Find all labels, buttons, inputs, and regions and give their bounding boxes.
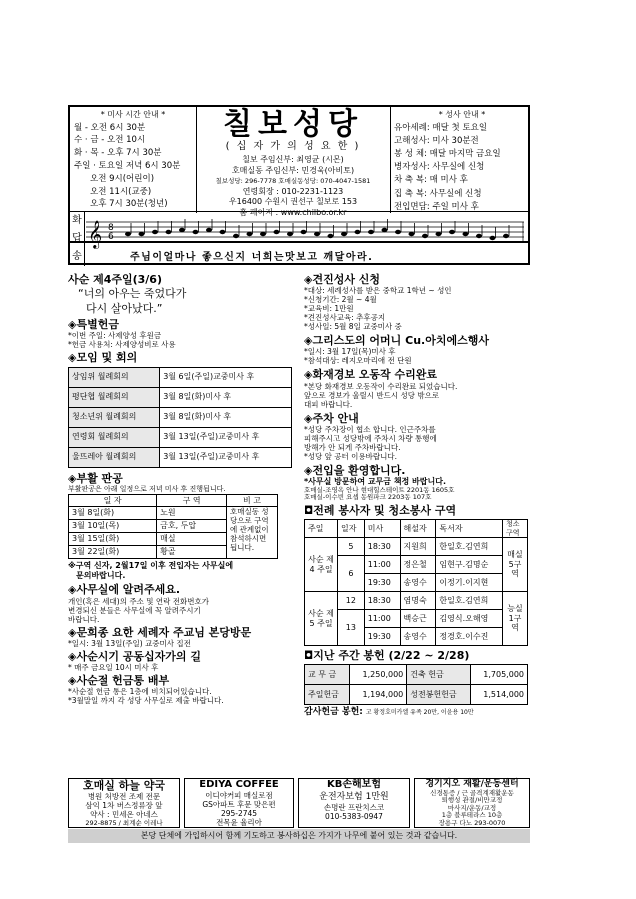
note-head <box>436 232 442 236</box>
note-head <box>233 234 239 238</box>
servers-table: 주일 일자 미사 해설자 독서자 청소구역 사순 제4 주일 5 18:30 지원희 한일호.김연희 매실 5구역 6 11:00 정은철 임현구.김명순 19:30 송영수 이정기.이지현 사순 제5 주일 12 18:30 염명숙 한일호.김연희 능실 1구역 13 11:00 백승근 김영식.오해영 19:30 송영수 정경호.이수진 <box>304 519 528 646</box>
fire-alarm-line: 앞으로 경보가 울릴시 반드시 성당 밖으로 <box>304 390 440 400</box>
note-head <box>125 232 131 236</box>
stations-line: * 매주 금요일 10시 미사 후 <box>68 662 159 672</box>
mass-line: 오전 11시(교중) <box>90 186 152 197</box>
parking-line: *성당 앞 공터 이용바랍니다. <box>304 451 397 461</box>
note-head <box>449 230 455 234</box>
table-row: 울뜨레아 월례회의 3월 13일(주일)교중미사 후 <box>69 447 292 467</box>
thanks-label: 감사헌금 봉헌: <box>304 707 363 718</box>
note-head <box>139 232 145 236</box>
note-head <box>463 232 469 236</box>
mass-line: 수 · 금 - 오전 10시 <box>74 135 146 146</box>
thanks-detail: 고 황정호미카엘 유족 20만, 이윤용 10만 <box>365 709 474 717</box>
parking-line: 방해가 안 되게 주차바랍니다. <box>304 442 401 452</box>
meetings-title: ◈모임 및 회의 <box>68 351 138 365</box>
ad-rehab: 경기지오 재활/운동센터 신경통증 / 근 골격계재활운동 퇴행성 관절/비만교정 마사지/운동/교정 1층 블루테라스 10층 장용구 다노 293-0070 <box>414 778 530 828</box>
easter-confession-title: ◈부활 판공 <box>68 471 123 485</box>
masthead-line: 연령회장 : 010-2231-1123 <box>242 186 344 196</box>
table-row: 상임위 월례회의 3월 6일(주일)교중미사 후 <box>69 367 292 387</box>
acies-title: ◈그리스도의 어머니 Cu.아치에스행사 <box>304 334 489 348</box>
sacrament-info <box>390 107 533 213</box>
fire-alarm-line: 대피 바랍니다. <box>304 399 353 409</box>
sacrament-line: 집 축 복: 사무실에 신청 <box>394 188 482 199</box>
confirmation-title: ◈견진성사 신청 <box>304 273 381 286</box>
sacrament-line: 고해성사: 미사 30분전 <box>394 135 479 146</box>
table-row: 사순 제5 주일 12 18:30 염명숙 한일호.김연희 능실 1구역 <box>305 592 528 610</box>
table-row: 사순 제4 주일 5 18:30 지원희 한일호.김연희 매실 5구역 <box>305 538 528 556</box>
sacrament-line: 병자성사: 사무실에 신청 <box>394 162 485 173</box>
svg-text:8: 8 <box>108 223 114 233</box>
office-line: 바랍니다. <box>68 614 100 624</box>
page-subtitle: ( 십 자 가 의 성 요 한 ) <box>225 141 361 152</box>
table-row: 교 무 금 1,250,000 건축 헌금 1,705,000 <box>305 665 528 685</box>
servers-title: ◘전례 봉사자 및 청소봉사 구역 <box>304 504 457 518</box>
office-title: ◈사무실에 알려주세요. <box>68 583 181 597</box>
table-row: 주일헌금 1,194,000 성전봉헌헌금 1,514,000 <box>305 685 528 705</box>
note-head <box>476 234 482 238</box>
note-head <box>152 230 158 234</box>
fire-alarm-line: *본당 화재경보 오동작이 수리완료 되었습니다. <box>304 381 458 391</box>
special-offering-title: ◈특별헌금 <box>68 318 119 332</box>
table-row: 19:30 송영수 이정기.이지현 <box>305 574 528 592</box>
confirmation-line: *교육비: 1만원 <box>304 304 354 314</box>
verse-line: 다시 살아났다.” <box>86 302 163 316</box>
music-staff <box>86 214 526 250</box>
confirmation-line: *견진성사교육: 추후공지 <box>304 313 386 323</box>
bishop-visit-title: ◈문희종 요한 세례자 주교님 본당방문 <box>68 625 252 639</box>
parking-line: 피해주시고 성당밖에 주차시 차량 통행에 <box>304 433 437 443</box>
acies-line: *일시: 3월 17일(목)미사 후 <box>304 347 396 357</box>
welcome-title: ◈전입을 환영합니다. <box>304 463 406 477</box>
masthead-line: 호매실동 주임신부: 민경욱(아비토) <box>231 165 355 175</box>
lent-box-line: *사순절 헌금 통은 1층에 비치되어있습니다. <box>68 687 212 697</box>
mass-line: 주일 · 토요일 저녁 6시 30분 <box>74 160 181 171</box>
masthead-line: 칠보성당: 296-7778 호매실동성당: 070-4047-1581 <box>215 177 371 186</box>
note-head <box>260 232 266 236</box>
masthead-line: 우16400 수원시 권선구 칠보로 153 <box>228 197 358 207</box>
mass-line: 화 · 목 - 오후 7시 30분 <box>74 148 162 159</box>
ads-strip <box>68 778 530 828</box>
bishop-visit-line: *일시: 3월 13일(주일) 교중미사 집전 <box>68 638 191 648</box>
easter-table: 일 자 구 역 비 고 3월 8일(화) 노원 호매실동 성당으로 구역에 관계없이 참석하시면 됩니다. 3월 10일(목) 금호, 두압 3월 15일(화) 매실 3월 22일(화) 황골 <box>68 494 278 559</box>
masthead <box>196 107 390 217</box>
note-head <box>274 230 280 234</box>
welcome-sub: 호매실-조영옥 안나 현대힐스테이트 2201동 1605호 <box>304 485 455 494</box>
note-head <box>395 230 401 234</box>
note-head <box>220 230 226 234</box>
table-row: 연령회 월례회의 3월 13일(주일)교중미사 후 <box>69 427 292 447</box>
footer-banner: 본당 단체에 가입하시어 함께 기도하고 봉사하십은 가지가 나무에 붙어 있는 것과 같습니다. <box>68 829 530 843</box>
sacrament-caption: * 성사 안내 * <box>438 110 486 119</box>
table-row: 3월 10일(목) 금호, 두압 <box>69 520 278 533</box>
note-head <box>409 232 415 236</box>
mass-line: 오후 7시 30분(청년) <box>90 199 168 210</box>
note-head <box>314 232 320 236</box>
acies-line: *참석대상: 레지오마리애 전 단원 <box>304 356 412 366</box>
page-title: 칠보성당 <box>223 107 363 142</box>
table-row: 3월 15일(화) 매실 <box>69 533 278 546</box>
move-note: 문의바랍니다. <box>76 570 126 580</box>
note-head <box>422 234 428 238</box>
ad-coffee: EDIYA COFFEE 이디야커피 매실로점 GS아파트 후문 맞은편 295-2745 전목윤 율리아 <box>184 778 294 828</box>
mass-caption: * 미사 시간 안내 * <box>100 110 166 119</box>
homepage-link[interactable]: 홈 페이지 : www.chilbo.or.kr <box>239 207 347 217</box>
lent-box-line: *3월말일 까지 각 성당 사무실로 제출 바랍니다. <box>68 696 224 706</box>
note-head <box>382 228 388 232</box>
table-row: 3월 22일(화) 황골 <box>69 546 278 559</box>
sacrament-line: 전입면담: 주일 미사 후 <box>394 201 479 212</box>
note-head <box>301 230 307 234</box>
note-head <box>247 232 253 236</box>
note-head <box>287 232 293 236</box>
office-line: 개인(혹은 세대)의 주소 및 연락 전화번호가 <box>68 596 209 606</box>
welcome-sub: 호매실-이수빈 요셉 동원파크 2203동 107호 <box>304 493 432 502</box>
special-line: *이번 주일: 사제양성 후원금 <box>68 331 162 341</box>
office-line: 변경되신 분들은 사무실에 꼭 알려주시기 <box>68 605 201 615</box>
confirmation-line: *성사일: 5월 8일 교중미사 중 <box>304 322 402 332</box>
mass-line: 월 - 오전 6시 30분 <box>74 122 146 133</box>
note-head <box>490 236 496 240</box>
note-head <box>328 234 334 238</box>
special-line: *헌금 사용처: 사제양성비로 사용 <box>68 340 176 350</box>
table-row: 평단협 월례회의 3월 8일(화)미사 후 <box>69 387 292 407</box>
sacrament-line: 차 축 복: 매 미사 후 <box>394 175 468 186</box>
offering-title: ◘지난 주간 봉헌 (2/22 ~ 2/28) <box>304 649 470 663</box>
note-head <box>355 230 361 234</box>
table-row: 청소년위 월례회의 3월 8일(화)미사 후 <box>69 407 292 427</box>
ad-pharmacy: 호매실 하늘 약국 병원 처방전 조제 전문 삼익 1차 버스정류장 앞 약사 : 민세온 아네스 292-8875 / 최계순 이레나 <box>68 778 180 828</box>
confirmation-line: *대상: 세례성사를 받은 중학교 1학년 ~ 성인 <box>304 286 452 296</box>
lent-box-title: ◈사순절 헌금통 배부 <box>68 673 170 687</box>
welcome-line: *사무실 방문하여 교무금 책정 바랍니다. <box>304 476 447 486</box>
note-head <box>341 232 347 236</box>
fire-alarm-title: ◈화재경보 오동작 수리완료 <box>304 368 438 382</box>
svg-text:6: 6 <box>108 232 114 242</box>
verse-line: “너의 아우는 죽었다가 <box>78 287 187 301</box>
move-note: ※구역 신자, 2월17일 이후 전입자는 사무실에 <box>68 561 234 571</box>
mass-times <box>70 107 197 213</box>
easter-note: 부활판공은 아래 일정으로 저녁 미사 후 진행됩니다. <box>68 484 226 493</box>
note-head <box>166 230 172 234</box>
psalm-response <box>68 211 530 265</box>
note-head <box>503 234 509 238</box>
parking-title: ◈주차 안내 <box>304 411 359 425</box>
note-head <box>193 230 199 234</box>
psalm-lyrics: 주님이얼마나 좋으신지 너희는맛보고 깨달아라. <box>130 252 374 263</box>
sacrament-line: 유아세례: 매달 첫 토요일 <box>394 122 488 133</box>
parking-line: *성당 주차장이 협소 합니다. 인근주차를 <box>304 424 436 434</box>
table-row: 19:30 송영수 정경호.이수진 <box>305 628 528 646</box>
meetings-table <box>68 367 292 468</box>
table-row: 13 11:00 백승근 김영식.오해영 <box>305 610 528 628</box>
sunday-title: 사순 제4주일(3/6) <box>68 273 162 286</box>
note-head <box>206 228 212 232</box>
right-column <box>304 273 530 718</box>
svg-text:𝄞: 𝄞 <box>88 220 103 248</box>
left-column <box>68 273 300 705</box>
sacrament-line: 봉 성 체: 매달 마지막 금요일 <box>394 149 501 159</box>
offering-table <box>304 664 528 705</box>
masthead-line: 칠보 주임신부: 최영균 (시몬) <box>242 155 344 164</box>
table-row: 6 11:00 정은철 임현구.김명순 <box>305 556 528 574</box>
confirmation-line: *신청기간: 2월 ~ 4월 <box>304 295 377 305</box>
note-head <box>368 230 374 234</box>
ad-insurance: KB손해보험 운전자보험 1만원 손명란 프란치스코 010-5383-0947 <box>298 778 410 828</box>
psalm-side-label: 화 답 송 <box>70 212 85 266</box>
note-head <box>179 228 185 232</box>
table-row: 3월 8일(화) 노원 호매실동 성당으로 구역에 관계없이 참석하시면 됩니다. <box>69 507 278 520</box>
mass-line: 오전 9시(어린이) <box>90 173 155 184</box>
stations-title: ◈사순시기 공동십자가의 길 <box>68 649 202 663</box>
